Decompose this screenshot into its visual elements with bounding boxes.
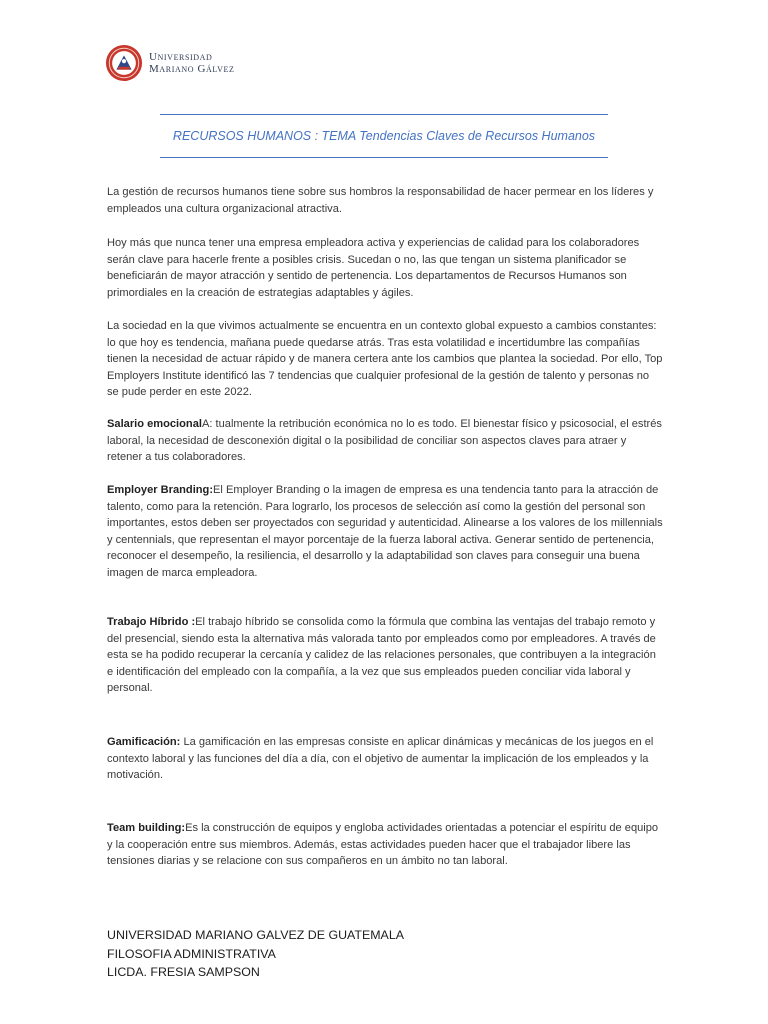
trend-term: Gamificación: — [107, 736, 181, 748]
university-wordmark — [149, 51, 234, 75]
trend-text: A: tualmente la retribución económica no lo es todo. El bienestar físico y psicosocial, el estrés laboral, la necesidad de desconexión digital o la posibilidad de conciliar son aspectos claves para atraer y retener a tus colaboradores. — [107, 418, 662, 463]
paragraph-intro: La gestión de recursos humanos tiene sobre sus hombros la responsabilidad de hacer permear en los líderes y empleados una cultura organizacional atractiva. — [107, 186, 654, 215]
trend-employer-branding — [107, 482, 663, 581]
document-footer — [107, 926, 404, 982]
paragraph-crisis: Hoy más que nunca tener una empresa empleadora activa y experiencias de calidad para los colaboradores serán clave para hacerle frente a posibles crisis. Sucedan o no, las que tengan un sistema planificador se beneficiarán de mayor atracción y sentido de pertenencia. Los departamentos de Recursos Humanos son primordiales en la creación de estrategias adaptables y ágiles. — [107, 237, 640, 299]
trend-term: Trabajo Híbrido : — [107, 616, 196, 628]
trend-salario-emocional — [107, 416, 663, 466]
trend-term: Salario emocional — [107, 418, 202, 430]
trend-gamificacion — [107, 734, 663, 784]
paragraph-context: La sociedad en la que vivimos actualmente se encuentra en un contexto global expuesto a cambios constantes: lo que hoy es tendencia, mañana puede quedarse atrás. Tras esta volatilidad e incertidumbre las compañías tienen la necesidad de actuar rápido y de manera certera ante los cambios que plantea la sociedad. Por ello, Top Employers Institute identificó las 7 tendencias que cualquier profesional de la gestión de talento y personas no se pude perder en este 2022. — [107, 320, 663, 398]
trend-term: Employer Branding: — [107, 484, 214, 496]
logo-line-1: Universidad — [149, 51, 213, 63]
university-seal-icon — [105, 44, 143, 82]
university-logo — [105, 44, 234, 82]
footer-instructor: LICDA. FRESIA SAMPSON — [107, 965, 260, 979]
document-title: RECURSOS HUMANOS : TEMA Tendencias Claves de Recursos Humanos — [172, 129, 596, 143]
trend-term: Team building: — [107, 822, 186, 834]
logo-line-2: Mariano Gálvez — [149, 63, 235, 75]
footer-university: UNIVERSIDAD MARIANO GALVEZ DE GUATEMALA — [107, 928, 404, 942]
title-rule-bottom — [160, 157, 608, 158]
trend-text: Es la construcción de equipos y engloba actividades orientadas a potenciar el espíritu de equipo y la cooperación entre sus miembros. Además, estas actividades pueden hacer que el trabajador libere las tensiones diarias y se relacione con sus compañeros en un ámbito no tan laboral. — [107, 822, 659, 867]
trend-trabajo-hibrido — [107, 614, 663, 697]
trend-team-building — [107, 820, 663, 870]
footer-course: FILOSOFIA ADMINISTRATIVA — [107, 946, 276, 961]
trend-text: El trabajo híbrido se consolida como la fórmula que combina las ventajas del trabajo remoto y del presencial, siendo esta la alternativa más valorada tanto por empleados como por empleadores. A través de esta se ha podido recuperar la cercanía y calidez de las relaciones personales, que contribuyen a la integración e identificación del empleado con la compañía, a la vez que sus empleados pueden conciliar vida laboral y personal. — [107, 616, 656, 694]
trend-text: El Employer Branding o la imagen de empresa es una tendencia tanto para la atracción de talento, como para la retención. Para lograrlo, los procesos de selección así como la gestión del personal son importantes, estos deben ser proyectados con seguridad y autenticidad. Alinearse a los valores de los millennials y centennials, que representan el mayor porcentaje de la fuerza laboral activa. Generar sentido de pertenencia, reconocer el desempeño, la resiliencia, el desarrollo y la adaptabilidad son claves para conseguir una buena imagen de marca empleadora. — [107, 484, 663, 579]
trend-text: La gamificación en las empresas consiste en aplicar dinámicas y mecánicas de los juegos en el contexto laboral y las funciones del día a día, con el objetivo de aumentar la implicación de los empleados y la motivación. — [107, 736, 654, 781]
title-rule-top — [160, 114, 608, 115]
